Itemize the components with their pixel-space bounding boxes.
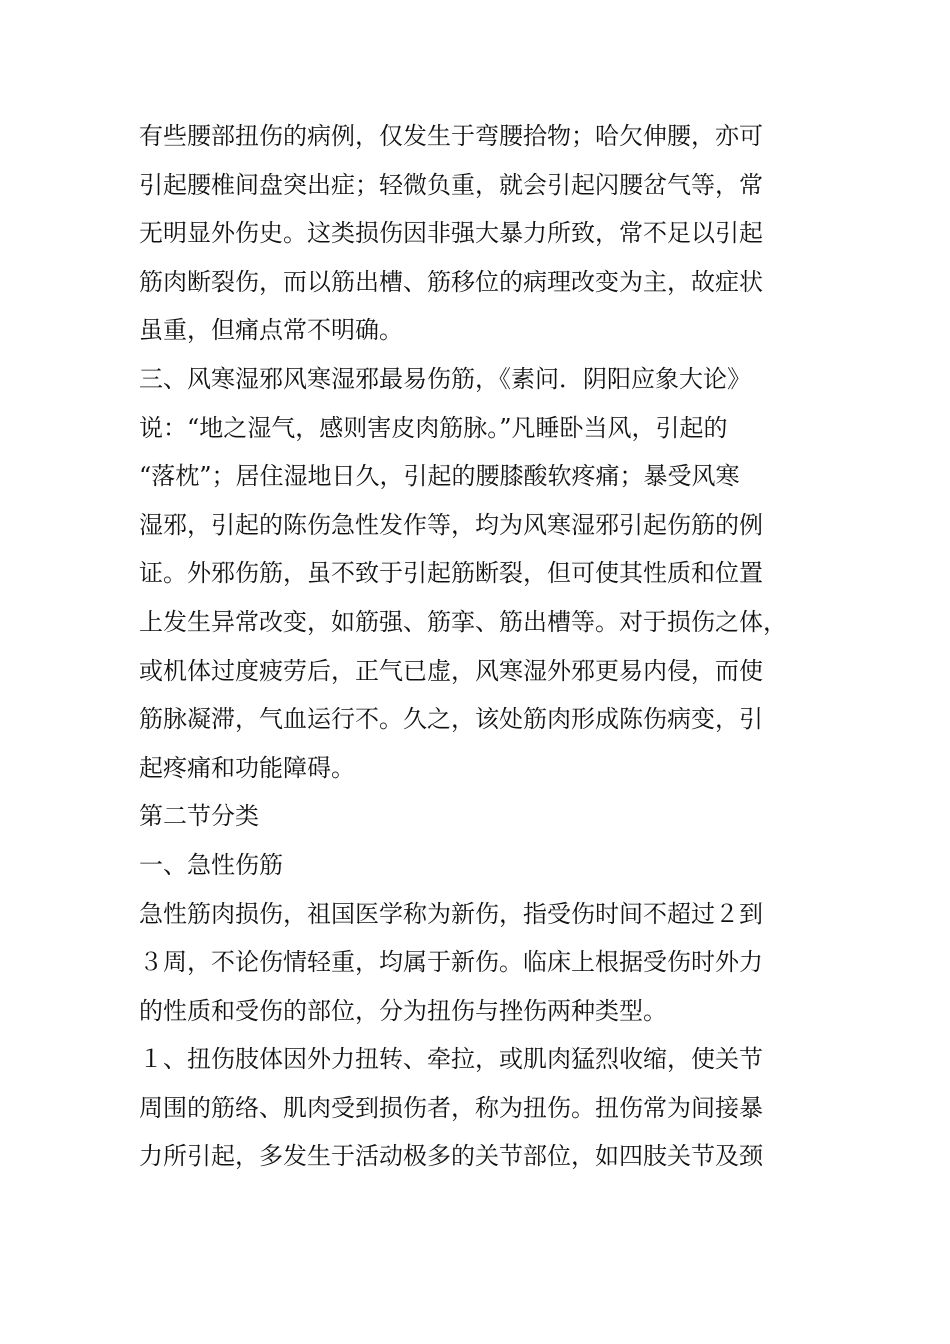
text-line: 的性质和受伤的部位，分为扭伤与挫伤两种类型。 bbox=[139, 996, 667, 1025]
section-heading: 第二节分类 bbox=[139, 802, 259, 831]
text-line: 三、风寒湿邪风寒湿邪最易伤筋，《素问．阴阳应象大论》 bbox=[139, 364, 751, 393]
text-line: 说：“地之湿气，感则害皮肉筋脉。”凡睡卧当风，引起的 bbox=[139, 413, 728, 442]
text-line: 筋脉凝滞，气血运行不。久之，该处筋肉形成陈伤病变，引 bbox=[139, 705, 763, 734]
text-line: 筋肉断裂伤，而以筋出槽、筋移位的病理改变为主，故症状 bbox=[139, 267, 763, 296]
text-line: 湿邪，引起的陈伤急性发作等，均为风寒湿邪引起伤筋的例 bbox=[139, 510, 763, 539]
body-text bbox=[139, 112, 819, 1181]
text-line: １、扭伤肢体因外力扭转、牵拉，或肌肉猛烈收缩，使关节 bbox=[139, 1045, 763, 1074]
text-line: 证。外邪伤筋，虽不致于引起筋断裂，但可使其性质和位置 bbox=[139, 559, 763, 588]
subsection-heading: 一、急性伤筋 bbox=[139, 850, 283, 879]
text-line: 或机体过度疲劳后，正气已虚，风寒湿外邪更易内侵，而使 bbox=[139, 656, 763, 685]
text-line: “落枕”；居住湿地日久，引起的腰膝酸软疼痛；暴受风寒 bbox=[139, 462, 740, 491]
text-line: 引起腰椎间盘突出症；轻微负重，就会引起闪腰岔气等，常 bbox=[139, 170, 763, 199]
text-line: 周围的筋络、肌肉受到损伤者，称为扭伤。扭伤常为间接暴 bbox=[139, 1093, 763, 1122]
text-line: 力所引起，多发生于活动极多的关节部位，如四肢关节及颈 bbox=[139, 1142, 763, 1171]
text-line: 无明显外伤史。这类损伤因非强大暴力所致，常不足以引起 bbox=[139, 219, 763, 248]
text-line: ３周，不论伤情轻重，均属于新伤。临床上根据受伤时外力 bbox=[139, 948, 763, 977]
text-line: 有些腰部扭伤的病例，仅发生于弯腰拾物；哈欠伸腰，亦可 bbox=[139, 122, 763, 150]
text-line: 虽重，但痛点常不明确。 bbox=[139, 316, 403, 345]
text-line: 急性筋肉损伤，祖国医学称为新伤，指受伤时间不超过２到 bbox=[139, 899, 763, 928]
text-line: 上发生异常改变，如筋强、筋挛、筋出槽等。对于损伤之体， bbox=[139, 607, 787, 636]
text-line: 起疼痛和功能障碍。 bbox=[139, 753, 355, 782]
